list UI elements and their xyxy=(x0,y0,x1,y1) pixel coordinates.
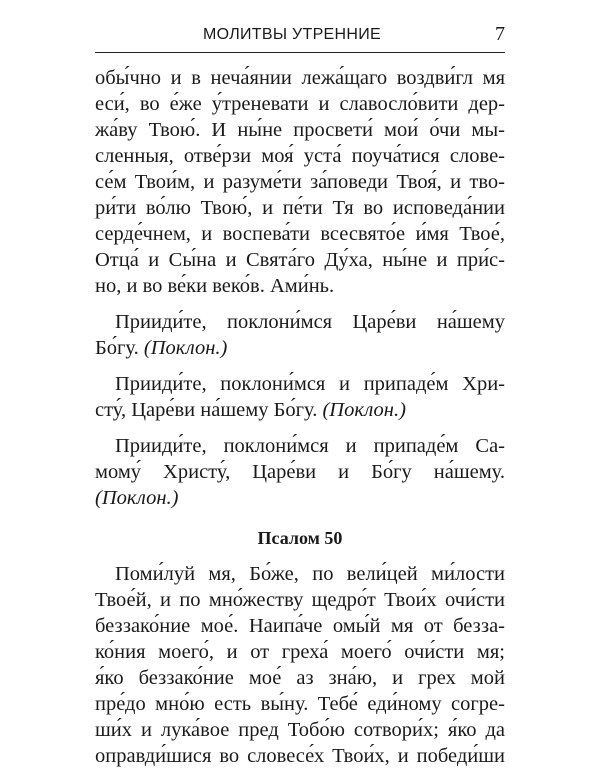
text-line: пре́до мно́ю есть вы́ну. Тебе́ еди́ному согре- xyxy=(95,693,505,715)
text-line: оправди́шися во словесе́х Твои́х, и победи́ши xyxy=(95,745,505,767)
text-line: Прииди́те, поклони́мся и припаде́м Са- xyxy=(115,435,505,457)
text-line: жа́ву Твою́. И ны́не просвети́ мои́ о́чи мы- xyxy=(95,119,505,141)
line-text: сту́, Царе́ви на́шему Бо́гу. xyxy=(95,399,323,421)
text-line: Прииди́те, поклони́мся Царе́ви на́шему xyxy=(115,311,505,333)
paragraph-prayer xyxy=(95,65,505,299)
text-line: ко́ния моего́, и от греха́ моего́ очи́сти мя; xyxy=(95,641,505,663)
text-line: ши́х и лука́вое пред Тобо́ю сотвори́х; я́ко да xyxy=(95,719,505,741)
paragraph-come-2 xyxy=(95,371,505,423)
text-line: Прииди́те, поклони́мся и припаде́м Хри- xyxy=(115,373,505,395)
rubric-bow: (Поклон.) xyxy=(322,399,406,421)
text-line: Поми́луй мя, Бо́же, по вели́цей ми́лости xyxy=(115,563,505,585)
text-line: я́ко беззако́ние мое́ аз зна́ю, и грех мой xyxy=(95,667,505,689)
text-line: обы́чно и в неча́янии лежа́щаго воздви́гл мя xyxy=(95,67,505,89)
paragraph-come-3 xyxy=(95,433,505,511)
text-line: Твое́й, и по мно́жеству щедро́т Твои́х очи́сти xyxy=(95,589,505,611)
text-line: мому́ Христу́, Царе́ви и Бо́гу на́шему. xyxy=(95,461,505,483)
page-header xyxy=(95,18,505,53)
text-line: се́м Твои́м, и разуме́ти за́поведи Твоя́, и тво- xyxy=(95,171,505,193)
text-line: но, и во ве́ки веко́в. Ами́нь. xyxy=(95,275,335,297)
text-line: ри́ти во́лю Твою́, и пе́ти Тя во исповеда́нии xyxy=(95,197,505,219)
text-line: сленныя, отве́рзи моя́ уста́ поуча́тися слове- xyxy=(95,145,505,167)
paragraph-come-1 xyxy=(95,309,505,361)
text-line: серде́чнем, и воспева́ти всесвято́е и́мя Твое́, xyxy=(95,223,505,245)
text-line: Отца́ и Сы́на и Свята́го Ду́ха, ны́не и при́с- xyxy=(95,249,505,271)
rubric-bow: (Поклон.) xyxy=(95,487,179,509)
page-number: 7 xyxy=(495,23,505,45)
section-heading: Псалом 50 xyxy=(257,528,343,548)
line-text: Бо́гу. xyxy=(95,337,144,359)
paragraph-psalm xyxy=(95,561,505,769)
text-line: еси́, во е́же у́треневати и славосло́вити дер- xyxy=(95,93,505,115)
book-page xyxy=(95,18,505,779)
running-title: МОЛИТВЫ УТРЕННИЕ xyxy=(203,26,382,43)
text-line xyxy=(95,397,505,423)
rubric-bow: (Поклон.) xyxy=(143,337,228,359)
text-line xyxy=(95,335,505,361)
text-line: беззако́ние мое́. Наипа́че омы́й мя от безза- xyxy=(95,615,505,637)
body-text xyxy=(95,65,505,769)
